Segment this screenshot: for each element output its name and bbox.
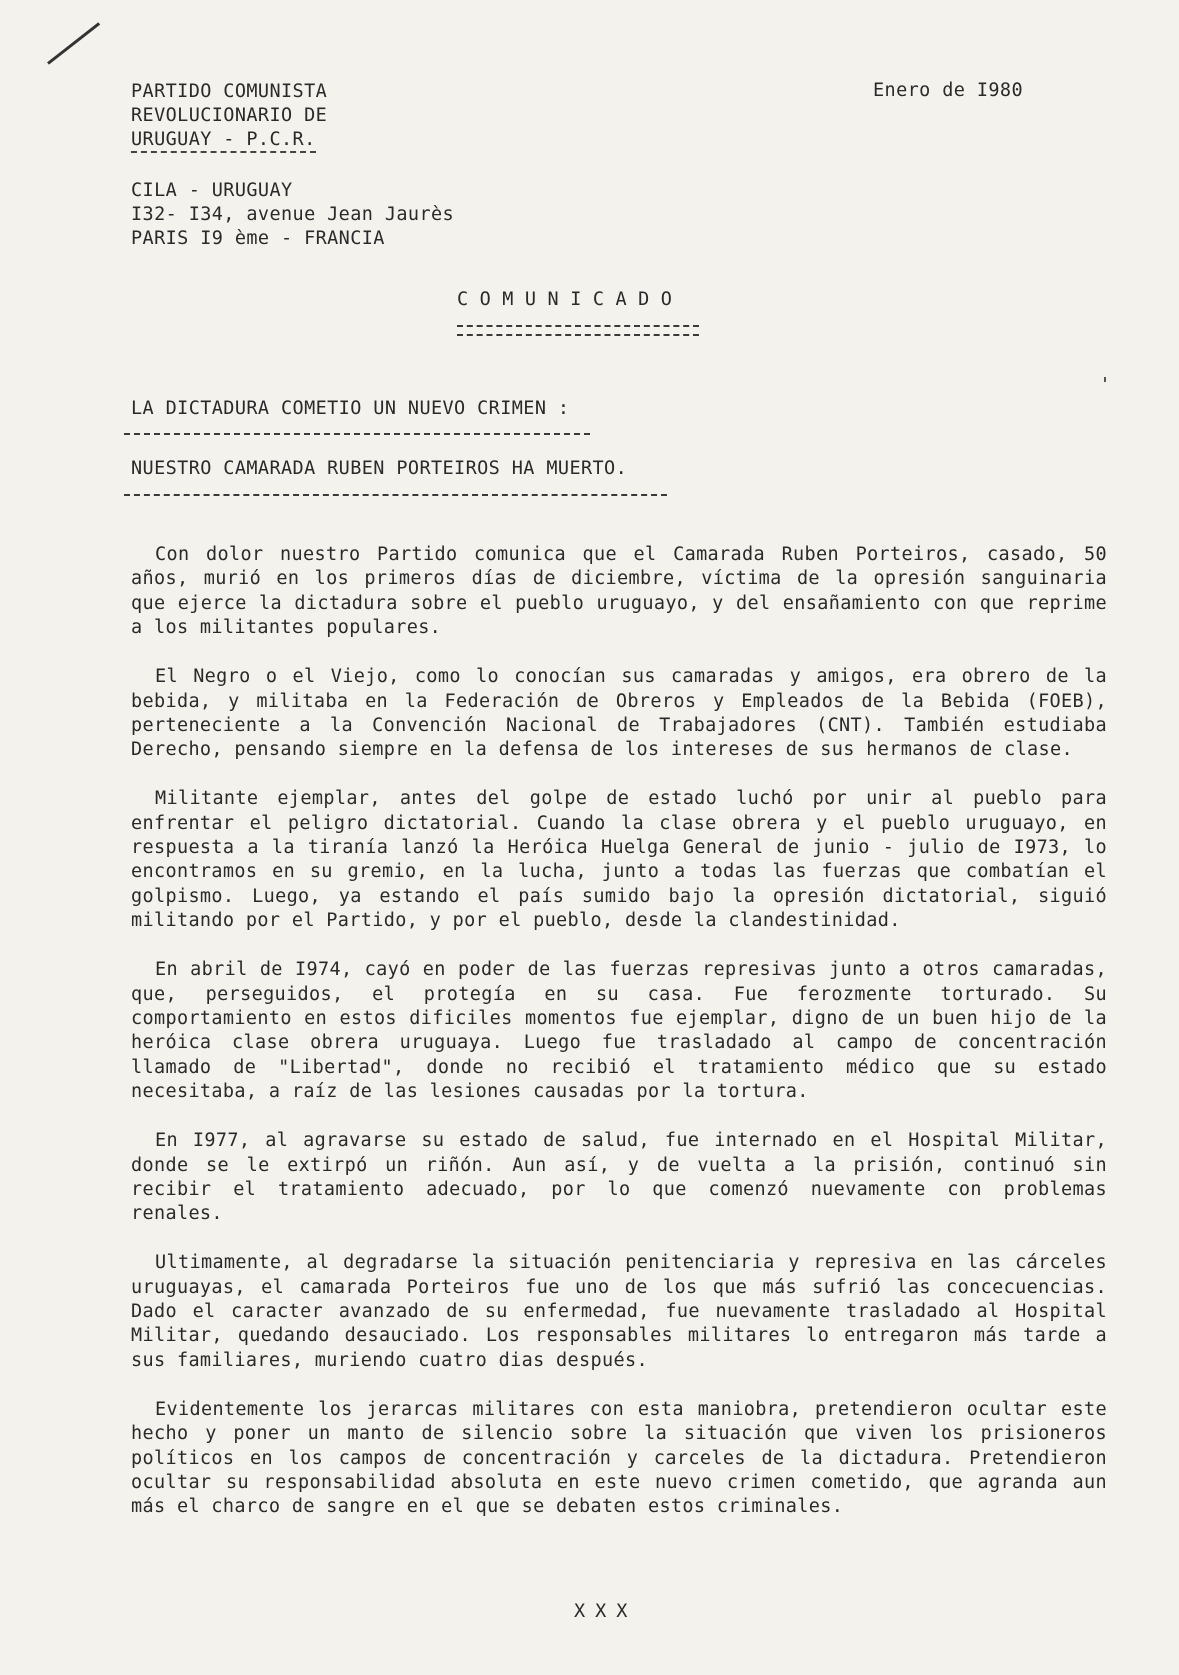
address-line-3: PARIS I9 ème - FRANCIA: [131, 228, 385, 249]
org-line-2: REVOLUCIONARIO DE: [131, 105, 328, 126]
org-line-1: PARTIDO COMUNISTA: [131, 81, 328, 102]
address-line-2: I32- I34, avenue Jean Jaurès: [131, 204, 455, 225]
title-underline-2: [457, 334, 699, 336]
paragraph-4: En abril de I974, cayó en poder de las fuerzas represivas junto a otros camaradas, que, perseguidos, el protegía en su casa. Fue ferozmente torturado. Su comportamiento en estos dificiles momentos fue ejemplar, digno de un buen hijo de la heróica clase obrera uruguaya. Luego fue trasladado al campo de concentración llamado de "Libertad", donde no recibió el tratamiento médico que su estado necesitaba, a raíz de las lesiones causadas por la tortura.: [131, 959, 1107, 1103]
headline-death-underline: [124, 494, 667, 496]
title-underline-1: [457, 325, 699, 327]
paragraph-2: El Negro o el Viejo, como lo conocían sus camaradas y amigos, era obrero de la bebida, y militaba en la Federación de Obreros y Empleados de la Bebida (FOEB), perteneciente a la Convención Nacional de Trabajadores (CNT). También estudiaba Derecho, pensando siempre en la defensa de los intereses de sus hermanos de clase.: [131, 666, 1107, 761]
communique-body: [131, 543, 1107, 1544]
ink-speck: [1104, 377, 1106, 382]
address-line-1: CILA - URUGUAY: [131, 180, 293, 201]
pen-mark: [47, 22, 100, 64]
paragraph-3: Militante ejemplar, antes del golpe de estado luchó por unir al pueblo para enfrentar el peligro dictatorial. Cuando la clase obrera y el pueblo uruguayo, en respuesta a la tiranía lanzó la Heróica Huelga General de junio - julio de I973, lo encontramos en su gremio, en la lucha, junto a todas las fuerzas que combatían el golpismo. Luego, ya estando el país sumido bajo la opresión dictatorial, siguió militando por el Partido, y por el pueblo, desde la clandestinidad.: [131, 788, 1107, 932]
headline-death: NUESTRO CAMARADA RUBEN PORTEIROS HA MUERTO.: [131, 458, 628, 479]
paragraph-5: En I977, al agravarse su estado de salud, fue internado en el Hospital Militar, donde se le extirpó un riñón. Aun así, y de vuelta a la prisión, continuó sin recibir el tratamiento adecuado, por lo que comenzó nuevamente con problemas renales.: [131, 1130, 1107, 1225]
paragraph-1: Con dolor nuestro Partido comunica que el Camarada Ruben Porteiros, casado, 50 años, murió en los primeros días de diciembre, víctima de la opresión sanguinaria que ejerce la dictadura sobre el pueblo uruguayo, y del ensañamiento con que reprime a los militantes populares.: [131, 544, 1107, 639]
document-title: COMUNICADO: [457, 289, 684, 310]
org-line-3: URUGUAY - P.C.R.: [131, 129, 316, 153]
headline-crime-underline: [124, 433, 590, 435]
document-date: Enero de I980: [873, 80, 1023, 101]
organization-header: [131, 80, 327, 152]
address-block: [131, 179, 454, 251]
headline-crime: LA DICTADURA COMETIO UN NUEVO CRIMEN :: [131, 398, 570, 419]
closing-marks: XXX: [574, 1601, 638, 1622]
paragraph-7: Evidentemente los jerarcas militares con esta maniobra, pretendieron ocultar este hecho y poner un manto de silencio sobre la situación que viven los prisioneros políticos en los campos de concentración y carceles de la dictadura. Pretendieron ocultar su responsabilidad absoluta en este nuevo crimen cometido, que agranda aun más el charco de sangre en el que se debaten estos criminales.: [131, 1398, 1107, 1518]
paragraph-6: Ultimamente, al degradarse la situación penitenciaria y represiva en las cárceles uruguayas, el camarada Porteiros fue uno de los que más sufrió las concecuencias. Dado el caracter avanzado de su enfermedad, fue nuevamente trasladado al Hospital Militar, quedando desauciado. Los responsables militares lo entregaron más tarde a sus familiares, muriendo cuatro dias después.: [131, 1252, 1107, 1371]
